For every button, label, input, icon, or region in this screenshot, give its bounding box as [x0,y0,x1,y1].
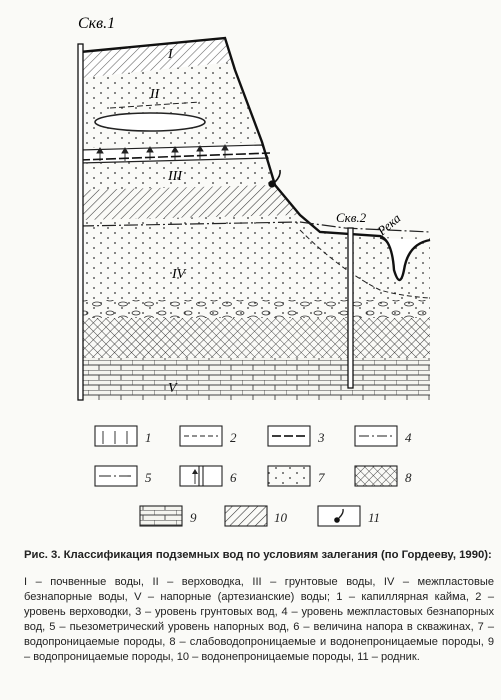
legend-label-5: 5 [145,470,152,485]
well-2 [348,228,353,388]
legend-swatch-10 [225,506,267,526]
layer-iii-label: III [168,169,182,184]
legend-label-1: 1 [145,430,152,445]
legend-label-10: 10 [274,510,287,525]
legend-label-3: 3 [318,430,325,445]
legend-swatch-1 [95,426,137,446]
layer-v-label: V [168,381,177,396]
legend-label-8: 8 [405,470,412,485]
perched-lens [95,113,205,131]
well-1 [78,44,83,400]
pebble-band [80,300,430,318]
legend-label-4: 4 [405,430,412,445]
confining-layer [80,318,430,358]
layer-i-label: I [168,47,173,62]
river-label: Река [374,210,404,239]
well-2-label: Скв.2 [336,210,367,225]
legend-label-6: 6 [230,470,237,485]
layer-v [80,358,430,400]
layer-ii-label: II [150,87,160,102]
figure-caption-title: Рис. 3. Классификация подземных вод по условиям залегания (по Гордееву, 1990): [24,549,492,561]
figure-caption-body: I – почвенные воды, II – верховодка, III – грунтовые воды, IV – межпластовые безнапорные воды, V – напорные (артезианские) воды; 1 – капиллярная кайма, 2 – уровень верховодки, 3 – уровень грунтовых вод, 4 – уровень межпластовых безнапорных вод, 5 – пьезометрический уровень напорных вод, 6 – величина напора в скважинах, 7 – водопроницаемые породы, 8 – слабоводопроницаемые и водонепроницаемые породы, 9 – водопроницаемые породы, 10 – водонепроницаемые породы, 11 – родник. [24,576,494,663]
legend-swatch-11 [318,506,360,526]
legend-swatch-9 [140,506,182,526]
legend-swatch-7 [268,466,310,486]
legend-label-2: 2 [230,430,237,445]
aquitard-hatch [80,185,300,220]
legend [95,426,412,526]
legend-label-11: 11 [368,510,381,525]
layer-iv-label: IV [172,267,186,282]
legend-label-9: 9 [190,510,197,525]
legend-swatch-6 [180,466,222,486]
legend-label-7: 7 [318,470,325,485]
well-1-label: Скв.1 [78,15,116,32]
legend-swatch-8 [355,466,397,486]
